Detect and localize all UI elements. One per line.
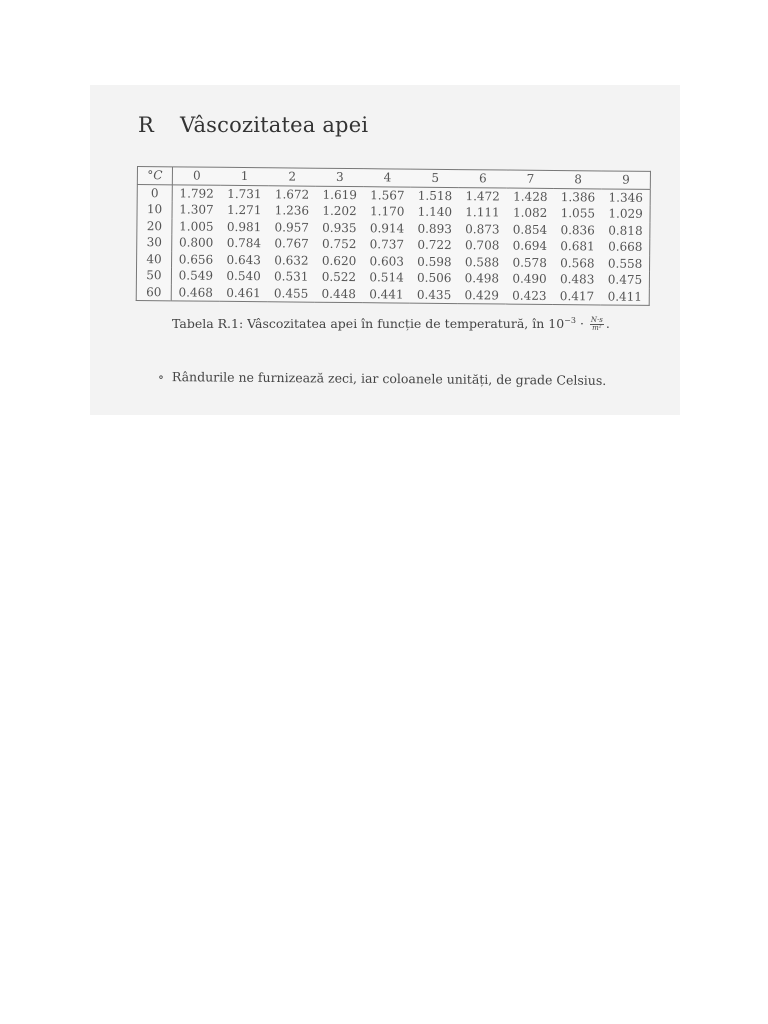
table-cell: 0.957 xyxy=(274,219,309,235)
table-cell: 1.236 xyxy=(274,203,310,218)
note-text: Rândurile ne furnizează zeci, iar coloanele unități, de grade Celsius. xyxy=(171,369,607,388)
table-cell: 0.643 xyxy=(226,252,262,267)
table-cell: 0.708 xyxy=(464,238,500,253)
table-cell: 1.307 xyxy=(179,202,214,217)
table-cell: 1.005 xyxy=(179,218,214,234)
table-cell: 0.800 xyxy=(178,235,214,250)
table-cell: 1.202 xyxy=(322,203,357,219)
table-cell: 0.818 xyxy=(608,223,643,238)
table-cell: 0.737 xyxy=(369,237,405,252)
table-cell: 0.549 xyxy=(178,268,214,283)
table-cell: 0.558 xyxy=(607,256,643,271)
table-cell: 0.423 xyxy=(512,288,547,303)
row-header: 0 xyxy=(137,184,172,201)
table-cell: 1.518 xyxy=(417,188,453,203)
table-cell: 0.656 xyxy=(178,251,214,267)
column-header: 1 xyxy=(221,167,269,185)
table-cell: 1.731 xyxy=(227,186,262,201)
table-cell: 1.619 xyxy=(322,187,357,202)
table-cell: 0.461 xyxy=(226,285,261,300)
table-cell: 0.935 xyxy=(322,220,357,235)
table-cell: 0.522 xyxy=(321,269,357,285)
table-cell: 1.170 xyxy=(369,204,405,219)
table-cell: 0.468 xyxy=(178,284,213,300)
table-cell: 0.632 xyxy=(274,252,309,268)
table-cell: 1.346 xyxy=(608,190,644,205)
column-header: 7 xyxy=(507,170,555,188)
table-cell: 0.620 xyxy=(321,253,357,268)
table-cell: 0.455 xyxy=(273,285,309,301)
table-cell: 0.668 xyxy=(608,239,643,254)
table-cell: 1.055 xyxy=(560,206,596,221)
table-cell: 0.475 xyxy=(607,272,643,287)
table-cell: 0.767 xyxy=(274,236,309,251)
table-cell: 1.386 xyxy=(560,189,596,204)
table-cell: 1.111 xyxy=(465,205,500,220)
column-header: 0 xyxy=(172,167,221,185)
row-header: 20 xyxy=(137,218,172,235)
column-header: 4 xyxy=(364,169,412,187)
table-cell: 1.792 xyxy=(179,185,214,201)
column-header: 8 xyxy=(554,171,602,189)
viscosity-table xyxy=(136,166,651,306)
table-cell: 1.082 xyxy=(512,205,548,220)
row-header: 10 xyxy=(137,201,172,218)
table-cell: 0.498 xyxy=(464,271,500,286)
row-header: 30 xyxy=(137,234,172,251)
caption-dot: · xyxy=(579,316,584,332)
table-cell: 0.448 xyxy=(321,286,357,301)
table-cell: 0.784 xyxy=(226,235,262,251)
table-cell: 0.588 xyxy=(464,254,500,269)
table-cell: 0.893 xyxy=(417,221,452,236)
unit-numerator: N·s xyxy=(590,316,603,325)
table-cell: 0.598 xyxy=(417,254,452,269)
table-cell: 0.873 xyxy=(465,221,500,236)
table-cell: 0.854 xyxy=(512,222,548,237)
table-cell: 1.428 xyxy=(513,189,548,204)
table-cell: 0.531 xyxy=(274,269,309,284)
section-heading xyxy=(138,113,368,137)
table-cell: 0.435 xyxy=(416,287,452,302)
table-cell: 0.914 xyxy=(369,220,405,236)
table-cell: 0.506 xyxy=(416,270,452,286)
table-cell: 0.441 xyxy=(369,286,404,302)
section-title: Vâscozitatea apei xyxy=(180,113,369,137)
column-header: 5 xyxy=(411,169,459,187)
table-cell: 0.540 xyxy=(226,268,261,284)
table-cell: 1.672 xyxy=(274,186,310,202)
table-cell: 1.271 xyxy=(227,202,262,218)
row-header: 50 xyxy=(136,267,171,284)
table-cell: 0.429 xyxy=(464,287,499,302)
table-cell: 0.490 xyxy=(512,271,547,286)
table-cell: 0.603 xyxy=(369,253,404,269)
table-cell: 0.483 xyxy=(559,272,595,287)
table-cell: 0.578 xyxy=(512,255,547,270)
viscosity-table-container xyxy=(136,166,651,306)
table-cell: 0.681 xyxy=(560,239,595,254)
table-caption xyxy=(172,316,610,332)
column-header: 6 xyxy=(459,170,507,188)
caption-exponent: −3 xyxy=(564,316,576,325)
caption-suffix: . xyxy=(605,316,610,332)
table-cell: 1.140 xyxy=(417,204,453,220)
table-cell: 1.567 xyxy=(370,187,405,203)
table-cell: 0.981 xyxy=(226,219,262,234)
column-header: 3 xyxy=(316,168,364,186)
table-cell: 0.417 xyxy=(559,288,595,303)
column-header: 9 xyxy=(602,171,651,189)
table-body xyxy=(136,184,650,305)
table-cell: 0.694 xyxy=(512,238,548,253)
table-cell: 1.472 xyxy=(465,188,500,203)
unit-denominator: m² xyxy=(592,324,602,333)
section-letter: R xyxy=(138,113,155,137)
row-header: 40 xyxy=(137,251,172,268)
table-cell: 0.722 xyxy=(417,237,452,253)
table-cell: 1.029 xyxy=(608,206,643,221)
table-cell: 0.411 xyxy=(607,289,643,304)
bullet-icon: ∘ xyxy=(157,369,165,385)
caption-text: Tabela R.1: Vâscozitatea apei în funcție de temperatură, în 10 xyxy=(172,316,565,332)
table-cell: 0.836 xyxy=(560,222,595,237)
table-cell: 0.752 xyxy=(321,236,357,252)
row-header: 60 xyxy=(136,283,171,300)
unit-fraction xyxy=(590,317,604,332)
table-cell: 0.568 xyxy=(560,255,595,270)
table-cell: 0.514 xyxy=(369,270,404,285)
column-header: 2 xyxy=(268,168,316,186)
corner-cell: °C xyxy=(137,167,172,185)
